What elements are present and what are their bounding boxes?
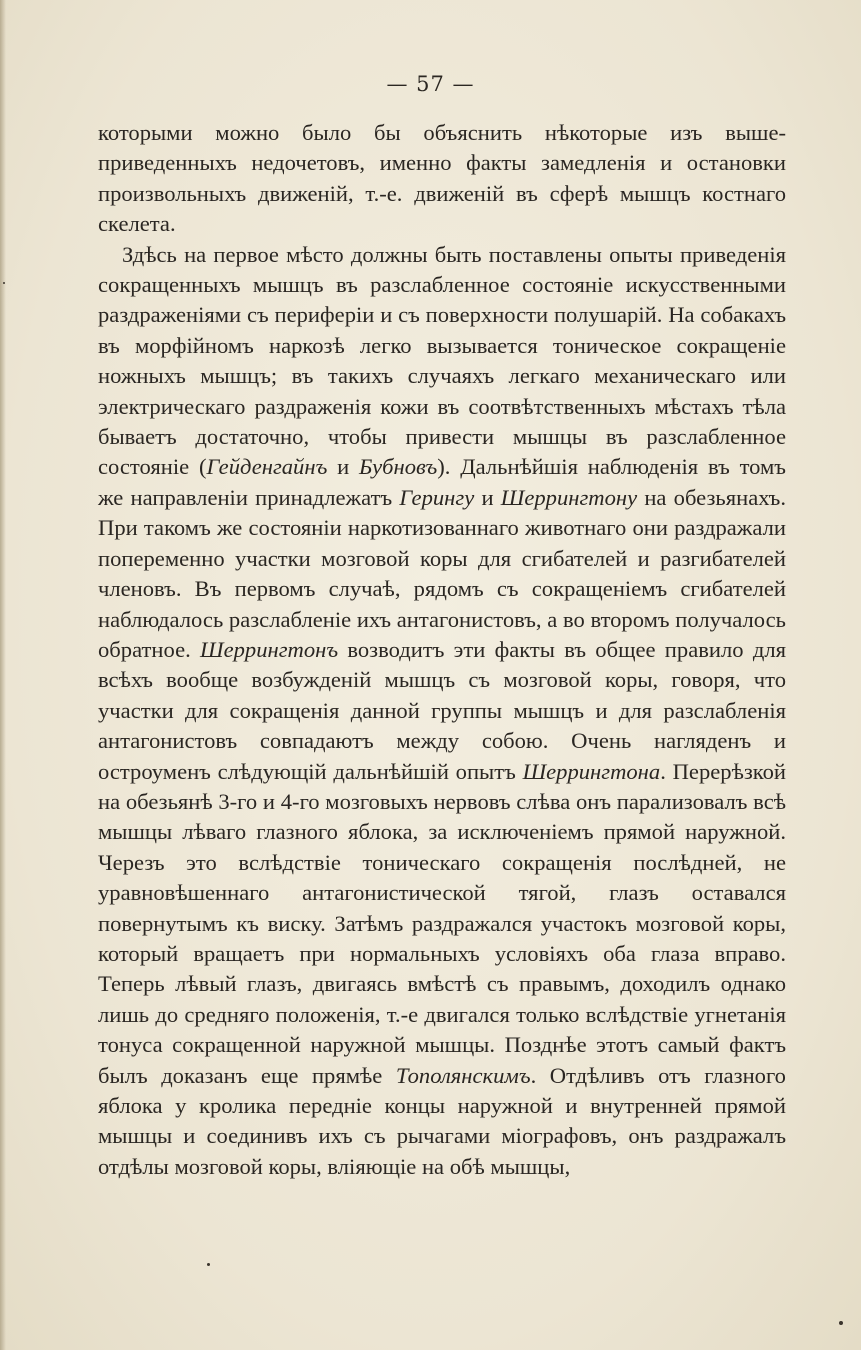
text-run: и xyxy=(474,484,501,510)
author-name: Шеррингтону xyxy=(500,484,638,510)
author-name: Тополянскимъ xyxy=(395,1062,531,1088)
author-name: Шеррингтонъ xyxy=(200,636,339,662)
text-run: Здѣсь на первое мѣсто должны быть поставлены опыты приведенія сокращенныхъ мышцъ въ разслабленное состояніе искусственными раздраженіями съ периферіи и съ поверхности полушарій. На собакахъ въ морфійномъ наркозѣ легко вызывается тоническое сокращеніе ножныхъ мышцъ; въ такихъ случаяхъ легкаго механическаго или электрическаго раздраженія кожи въ соотвѣтственныхъ мѣстахъ тѣла бываетъ достаточно, чтобы привести мышцы въ разслабленное состояніе ( xyxy=(98,241,786,480)
text-run: возводитъ эти факты въ общее правило для всѣхъ вообще возбужденій мышцъ съ мозговой коры, говоря, что участки для сокращенія данной группы мышцъ и для разслабленія антагонистовъ совпадаютъ между собою. Очень нагляденъ и остроуменъ слѣдующій дальнѣйшій опытъ xyxy=(98,636,786,784)
text-run: ). Дальнѣйшія наблюденія въ томъ же направленіи принадлежатъ xyxy=(98,454,786,510)
paragraph-2 xyxy=(98,240,786,1183)
author-name: Бубновъ xyxy=(359,454,438,480)
paragraph-1 xyxy=(98,118,786,240)
binding-shadow xyxy=(0,0,6,1350)
page-number: — 57 — xyxy=(386,72,475,96)
paper-speck xyxy=(839,1321,843,1325)
author-name: Гейденгайнъ xyxy=(206,454,328,480)
author-name: Герингу xyxy=(399,484,475,510)
page-body-text xyxy=(98,118,786,1182)
text-run: . Перерѣзкой на обезьянѣ 3-го и 4-го мозговыхъ нервовъ слѣва онъ парализовалъ всѣ мышцы лѣваго глазного яблока, за исключеніемъ прямой наружной. Черезъ это вслѣдствіе тоническаго сокращенія послѣдней, не уравновѣшеннаго антагонистической тягой, глазъ оставался повернутымъ къ виску. Затѣмъ раздражался участокъ мозговой коры, который вращаетъ при нормальныхъ условіяхъ оба глаза вправо. Теперь лѣвый глазъ, двигаясь вмѣстѣ съ правымъ, доходилъ однако лишь до средняго положенія, т.-е двигался только вслѣдствіе угнетанія тонуса сокращенной наружной мышцы. Позднѣе этотъ самый фактъ былъ доказанъ еще прямѣе xyxy=(98,758,786,1088)
paper-speck xyxy=(207,1263,210,1266)
paragraph-1-text: которыми можно было бы объяснить нѣкоторые изъ выше-приведенныхъ недочетовъ, именно факты замедленія и остановки произвольныхъ движеній, т.-е. движеній въ сферѣ мышцъ костнаго скелета. xyxy=(98,120,786,237)
text-run: на обезьянахъ. При такомъ же состояніи наркотизованнаго животнаго они раздражали попеременно участки мозговой коры для сгибателей и разгибателей членовъ. Въ первомъ случаѣ, рядомъ съ сокращеніемъ сгибателей наблюдалось разслабленіе ихъ антагонистовъ, а во второмъ получалось обратное. xyxy=(98,484,786,662)
paper-speck xyxy=(3,282,5,284)
author-name: Шеррингтона xyxy=(522,758,661,784)
text-run: . Отдѣливъ отъ глазного яблока у кролика передніе концы наружной и внутренней прямой мышцы и соединивъ ихъ съ рычагами міографовъ, онъ раздражалъ отдѣлы мозговой коры, вліяющіе на обѣ мышцы, xyxy=(98,1062,786,1179)
text-run: и xyxy=(327,454,360,480)
